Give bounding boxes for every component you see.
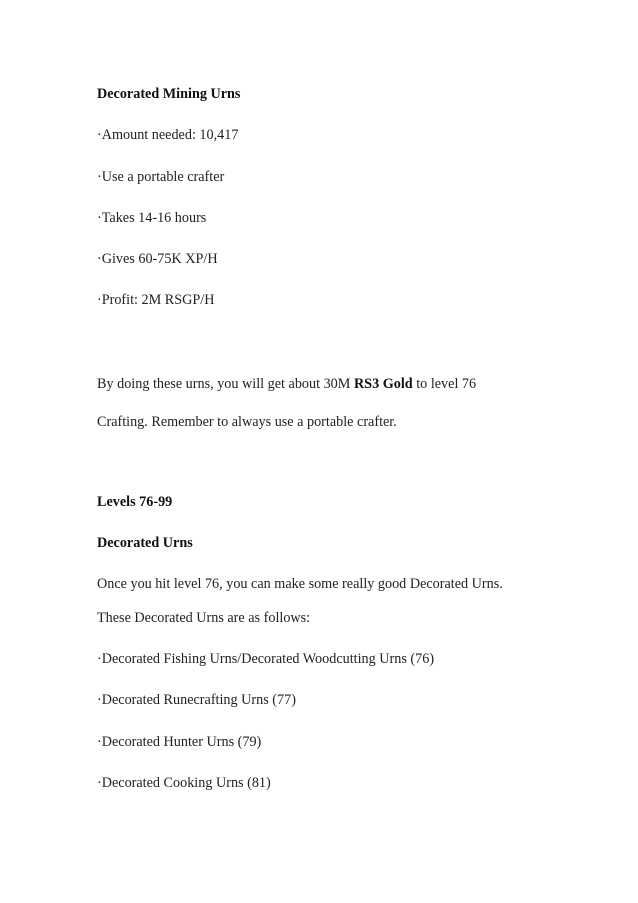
section-heading-levels: Levels 76-99 (97, 494, 173, 510)
paragraph-text: By doing these urns, you will get about 30M (97, 376, 354, 392)
bullet-amount-needed: ·Amount needed: 10,417 (97, 127, 239, 143)
bullet-cooking-urns: ·Decorated Cooking Urns (81) (97, 775, 271, 791)
section-heading-mining-urns: Decorated Mining Urns (97, 86, 241, 102)
bullet-profit: ·Profit: 2M RSGP/H (97, 292, 215, 308)
intro-line: Once you hit level 76, you can make some really good Decorated Urns. (97, 576, 503, 592)
subheading-decorated-urns: Decorated Urns (97, 535, 193, 551)
bullet-xp-rate: ·Gives 60-75K XP/H (97, 251, 218, 267)
paragraph-line (97, 375, 476, 393)
paragraph-text: to level 76 (412, 376, 477, 392)
rs3-gold-link-text: RS3 Gold (353, 376, 413, 392)
bullet-hunter-urns: ·Decorated Hunter Urns (79) (97, 734, 262, 750)
bullet-fishing-woodcutting-urns: ·Decorated Fishing Urns/Decorated Woodcutting Urns (76) (97, 651, 435, 667)
intro-line: These Decorated Urns are as follows: (97, 610, 311, 626)
paragraph-line: Crafting. Remember to always use a portable crafter. (97, 414, 397, 430)
bullet-portable-crafter: ·Use a portable crafter (97, 169, 225, 185)
bullet-takes-hours: ·Takes 14-16 hours (97, 210, 207, 226)
bullet-runecrafting-urns: ·Decorated Runecrafting Urns (77) (97, 692, 296, 708)
